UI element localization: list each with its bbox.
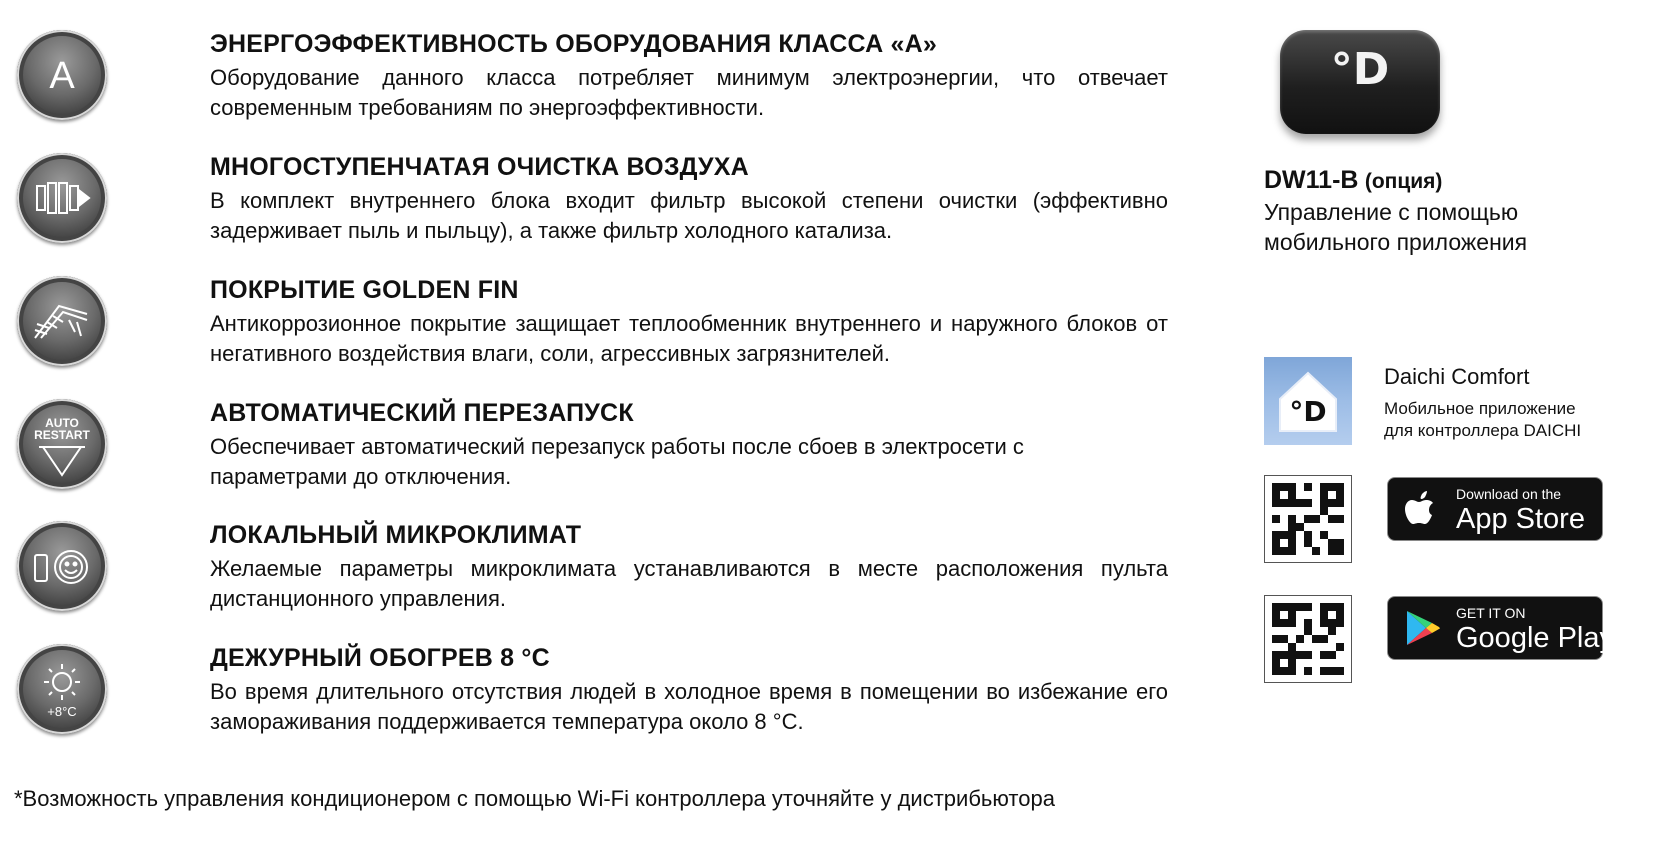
standby-heating-icon — [17, 644, 107, 734]
feature-title: ДЕЖУРНЫЙ ОБОГРЕВ 8 °С — [210, 644, 550, 672]
feature-auto-restart — [0, 399, 1180, 509]
feature-golden-fin — [0, 276, 1180, 386]
golden-fin-icon — [17, 276, 107, 366]
qr-code-app-store — [1264, 475, 1352, 563]
feature-description: В комплект внутреннего блока входит фильтр высокой степени очистки (эффективно задерживает пыль и пыльцу), а также фильтр холодного катализа. — [210, 188, 1168, 243]
local-microclimate-icon — [17, 521, 107, 611]
feature-title: МНОГОСТУПЕНЧАТАЯ ОЧИСТКА ВОЗДУХА — [210, 153, 749, 181]
footnote: *Возможность управления кондиционером с помощью Wi-Fi контроллера уточняйте у дистрибьютора — [14, 786, 1055, 811]
feature-description: Желаемые параметры микроклимата устанавливаются в месте расположения пульта дистанционного управления. — [210, 556, 1168, 611]
app-icon-logo: °D — [1289, 395, 1327, 428]
qr-code-google-play — [1264, 595, 1352, 683]
daichi-logo: °D — [1330, 44, 1390, 95]
google-play-top-text: GET IT ON — [1456, 605, 1526, 621]
wifi-controller-image — [1280, 30, 1440, 134]
app-desc-line-2: для контроллера DAICHI — [1384, 421, 1582, 440]
app-description — [1384, 398, 1581, 442]
air-filter-icon — [17, 153, 107, 243]
energy-class-a-icon — [17, 30, 107, 120]
app-store-label: App Store — [1456, 503, 1585, 535]
feature-energy-class — [0, 30, 1180, 140]
apple-icon — [1402, 488, 1442, 530]
feature-standby-heating — [0, 644, 1180, 754]
feature-description: Обеспечивает автоматический перезапуск работы после сбоев в электросети с параметрами до отключения. — [210, 434, 1024, 489]
feature-description: Во время длительного отсутствия людей в холодное время в помещении во избежание его замораживания поддерживается температура около 8 °С. — [210, 679, 1168, 734]
feature-title: ЛОКАЛЬНЫЙ МИКРОКЛИМАТ — [210, 521, 582, 549]
badge-line-2: RESTART — [34, 428, 90, 442]
app-desc-line-1: Мобильное приложение — [1384, 399, 1576, 418]
auto-restart-icon — [17, 399, 107, 489]
feature-title: АВТОМАТИЧЕСКИЙ ПЕРЕЗАПУСК — [210, 399, 634, 427]
app-name: Daichi Comfort — [1384, 364, 1530, 389]
google-play-label: Google Play — [1456, 622, 1614, 654]
app-store-badge[interactable] — [1387, 477, 1603, 541]
google-play-badge[interactable] — [1387, 596, 1614, 660]
daichi-comfort-app-icon — [1264, 357, 1352, 445]
badge-line-1: AUTO — [45, 416, 79, 430]
controller-info — [1264, 165, 1527, 257]
controller-line-2: мобильного приложения — [1264, 229, 1528, 255]
badge-text: A — [49, 55, 75, 97]
controller-line-1: Управление с помощью — [1264, 199, 1519, 225]
feature-local-microclimate — [0, 521, 1180, 631]
feature-air-cleaning — [0, 153, 1180, 263]
feature-title: ПОКРЫТИЕ GOLDEN FIN — [210, 276, 519, 304]
feature-title: ЭНЕРГОЭФФЕКТИВНОСТЬ ОБОРУДОВАНИЯ КЛАССА «А» — [210, 30, 937, 58]
feature-description: Антикоррозионное покрытие защищает теплообменник внутреннего и наружного блоков от негативного воздействия влаги, соли, агрессивных загрязнителей. — [210, 311, 1168, 366]
controller-option-label: (опция) — [1364, 170, 1443, 193]
google-play-icon — [1402, 607, 1442, 649]
feature-description: Оборудование данного класса потребляет минимум электроэнергии, что отвечает современным требованиям по энергоэффективности. — [210, 65, 1168, 120]
app-store-top-text: Download on the — [1456, 486, 1562, 502]
badge-text: +8°C — [47, 704, 77, 719]
controller-model: DW11-B — [1264, 166, 1359, 194]
